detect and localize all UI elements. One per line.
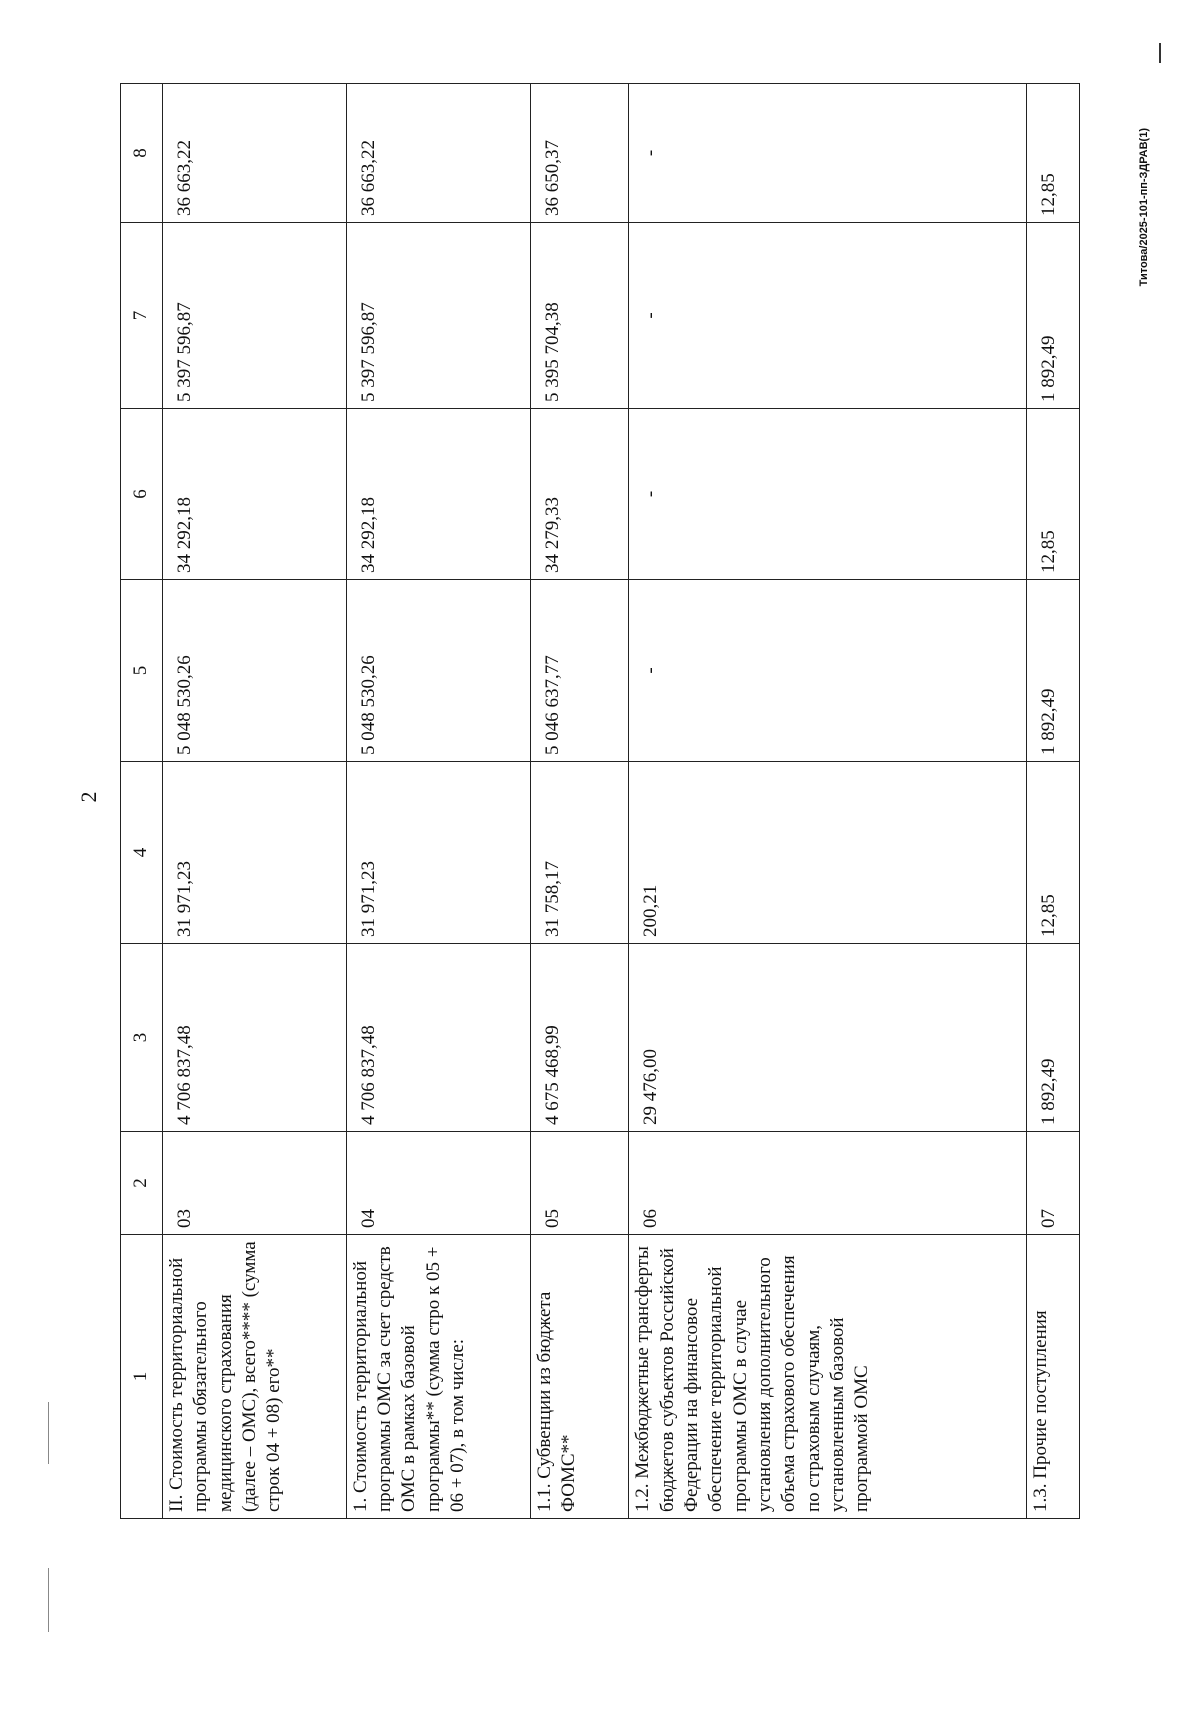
cell-col3: 4 706 837,48 — [163, 944, 347, 1132]
cell-col7: 1 892,49 — [1026, 223, 1079, 409]
document-code-text: Титова/2025-101-пп-ЗДРАВ(1) — [1138, 127, 1150, 286]
col-header-5: 5 — [121, 580, 163, 762]
header-row — [121, 84, 163, 1519]
cell-col4: 12,85 — [1026, 762, 1079, 944]
cell-col6: 12,85 — [1026, 409, 1079, 580]
cell-col6: 34 279,33 — [530, 409, 629, 580]
margin-mark-top — [1159, 43, 1161, 63]
col-header-4: 4 — [121, 762, 163, 944]
cell-col4: 31 971,23 — [346, 762, 530, 944]
cell-col5: 1 892,49 — [1026, 580, 1079, 762]
cell-col4: 31 971,23 — [163, 762, 347, 944]
row-code: 07 — [1026, 1132, 1079, 1235]
col-header-1: 1 — [121, 1235, 163, 1519]
row-label: 1.2. Межбюджетные трансферты бюджетов субъектов Российской Федерации на финансовое обеспечение территориальной программы ОМС в случае установления дополнительного объема страхового обеспечения по страховым случаям, установленным базовой программой ОМС — [629, 1235, 1026, 1519]
cell-col6: - — [629, 409, 1026, 580]
cell-col6: 34 292,18 — [346, 409, 530, 580]
col-header-3: 3 — [121, 944, 163, 1132]
cell-col5: 5 048 530,26 — [163, 580, 347, 762]
cell-col3: 4 706 837,48 — [346, 944, 530, 1132]
cell-col3: 1 892,49 — [1026, 944, 1079, 1132]
table-row-07 — [1026, 84, 1079, 1519]
rotated-table-container — [120, 84, 1080, 1519]
table-row-06 — [629, 84, 1026, 1519]
row-label: 1.1. Субвенции из бюджета ФОМС** — [530, 1235, 629, 1519]
financing-table — [120, 83, 1080, 1519]
cell-col6: 34 292,18 — [163, 409, 347, 580]
col-header-2: 2 — [121, 1132, 163, 1235]
cell-col3: 4 675 468,99 — [530, 944, 629, 1132]
row-code: 03 — [163, 1132, 347, 1235]
cell-col5: 5 046 637,77 — [530, 580, 629, 762]
cell-col4: 200,21 — [629, 762, 1026, 944]
cell-col8: - — [629, 84, 1026, 223]
cell-col7: - — [629, 223, 1026, 409]
col-header-8: 8 — [121, 84, 163, 223]
table-row-04 — [346, 84, 530, 1519]
cell-col5: 5 048 530,26 — [346, 580, 530, 762]
cell-col7: 5 395 704,38 — [530, 223, 629, 409]
document-code — [1136, 86, 1152, 286]
row-code: 05 — [530, 1132, 629, 1235]
row-label: 1.3. Прочие поступления — [1026, 1235, 1079, 1519]
cell-col8: 36 663,22 — [163, 84, 347, 223]
cell-col7: 5 397 596,87 — [346, 223, 530, 409]
row-label: II. Стоимость территориальной программы обязательного медицинского страхования (далее – ОМС), всего**** (сумма строк 04 + 08) его** — [163, 1235, 347, 1519]
cell-col8: 36 650,37 — [530, 84, 629, 223]
row-label: 1. Стоимость территориальной программы ОМС за счет средств ОМС в рамках базовой программы** (сумма стро к 05 + 06 + 07), в том числе: — [346, 1235, 530, 1519]
table-row-05 — [530, 84, 629, 1519]
cell-col4: 31 758,17 — [530, 762, 629, 944]
cell-col3: 29 476,00 — [629, 944, 1026, 1132]
cell-col5: - — [629, 580, 1026, 762]
col-header-6: 6 — [121, 409, 163, 580]
cell-col7: 5 397 596,87 — [163, 223, 347, 409]
margin-mark-left-1 — [48, 1402, 49, 1464]
col-header-7: 7 — [121, 223, 163, 409]
table-row-03 — [163, 84, 347, 1519]
cell-col8: 12,85 — [1026, 84, 1079, 223]
page-number: 2 — [76, 791, 101, 803]
cell-col8: 36 663,22 — [346, 84, 530, 223]
margin-mark-left-2 — [48, 1568, 49, 1632]
row-code: 06 — [629, 1132, 1026, 1235]
row-code: 04 — [346, 1132, 530, 1235]
